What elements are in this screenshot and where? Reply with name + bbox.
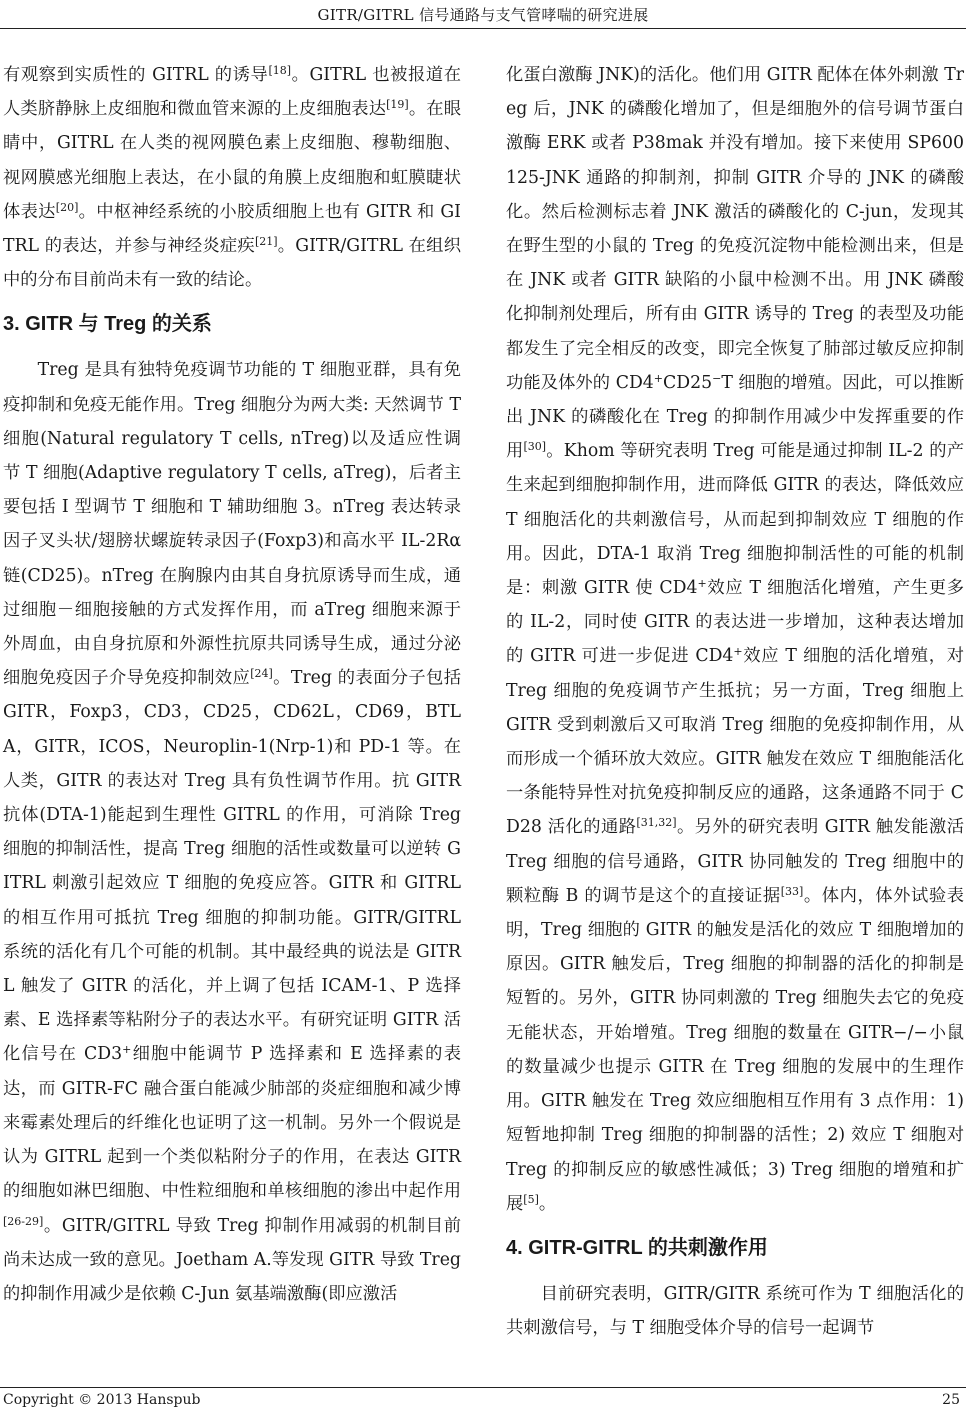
citation-ref: [33] (780, 884, 804, 898)
text-run: 。GITRL 也被报道在人类脐静脉上皮细胞和微血管来源的上皮细胞表达 (3, 65, 462, 120)
running-header: GITR/GITRL 信号通路与支气管哮喘的研究进展 (317, 6, 649, 24)
superscript: + (733, 645, 743, 659)
text-run: 目前研究表明，GITR/GITR 系统可作为 T 细胞活化的共刺激信号，与 T 细胞受体介导的信号一起调节 (506, 1283, 964, 1339)
copyright-notice: Copyright © 2013 Hanspub (3, 1392, 201, 1408)
text-run: 。在眼睛中，GITRL 在人类的视网膜色素上皮细胞、穆勒细胞、视网膜感光细胞上表达，在小鼠的角膜上皮细胞和虹膜睫状体表达 (3, 99, 461, 222)
paragraph-costimulation (506, 1277, 964, 1345)
text-run: T 细胞的增殖。因此，可以推断出 JNK 的磷酸化在 Treg 的抑制作用减少中发挥重要的作用 (506, 372, 964, 462)
text-run: CD25 (663, 372, 713, 393)
paragraph-gitrl-distribution (3, 58, 461, 297)
superscript: + (697, 577, 707, 591)
text-run: 效应 T 细胞的活化增殖，对 Treg 细胞的免疫调节产生抵抗；另一方面，Treg 细胞上 GITR 受到刺激后又可取消 Treg 细胞的免疫抑制作用，从而形成一个循环放大效应。GITR 触发在效应 T 细胞能活化一条能特异性对抗免疫抑制反应的通路，这条通路不同于 CD28 活化的通路 (506, 646, 964, 838)
text-run: 。体内，体外试验表明，Treg 细胞的 GITR 的触发是活化的效应 T 细胞增加的原因。GITR 触发后，Treg 细胞的抑制器的活化的抑制是短暂的。另外，GITR 协同刺激的 Treg 细胞失去它的免疫无能状态，开始增殖。Treg 细胞的数量在 GITR−/−小鼠的数量减少也提示 GITR 在 Treg 细胞的发展中的生理作用。GITR 触发在 Treg 效应细胞相互作用有 3 点作用：1) 短暂地抑制 Treg 细胞的抑制器的活性；2) 效应 T 细胞对 Treg 的抑制反应的敏感性减低；3) Treg 细胞的增殖和扩展 (506, 885, 964, 1214)
section-heading-3: 3. GITR 与 Treg 的关系 (3, 313, 212, 336)
text-run: 。另外的研究表明 GITR 触发能激活 Treg 细胞的信号通路，GITR 协同触发的 Treg 细胞中的颗粒酶 B 的调节是这个的直接证据 (506, 817, 964, 906)
citation-ref: [21] (254, 235, 278, 249)
footer-rule (0, 1387, 966, 1388)
superscript: − (712, 371, 722, 385)
citation-ref: [31,32] (636, 816, 677, 830)
citation-ref: [24] (250, 667, 273, 681)
superscript: + (122, 1043, 132, 1057)
citation-ref: [18] (268, 64, 292, 77)
paragraph-jnk-mechanism (506, 58, 964, 1221)
citation-ref: [5] (523, 1192, 539, 1206)
section-heading-4: 4. GITR-GITRL 的共刺激作用 (506, 1236, 768, 1259)
text-run: 细胞中能调节 P 选择素和 E 选择素的表达，而 GITR-FC 融合蛋白能减少肺部的炎症细胞和减少博来霉素处理后的纤维化也证明了这一机制。另外一个假说是认为 GITRL 起到一个类似粘附分子的作用，在表达 GITR 的细胞如淋巴细胞、中性粒细胞和单核细胞的渗出中起作用 (3, 1044, 461, 1202)
header-rule (0, 28, 966, 29)
text-run: 。中枢神经系统的小胶质细胞上也有 GITR 和 GITRL 的表达，并参与神经炎症疾 (3, 201, 461, 257)
left-column (3, 58, 461, 1311)
right-column (506, 58, 964, 1345)
text-run: 。Khom 等研究表明 Treg 可能是通过抑制 IL-2 的产生来起到细胞抑制作用，进而降低 GITR 的表达，降低效应 T 细胞活化的共刺激信号，从而起到抑制效应 T 细胞的作用。因此，DTA-1 取消 Treg 细胞抑制活性的可能的机制是：刺激 GITR 使 CD4 (506, 441, 964, 599)
text-run: Treg 是具有独特免疫调节功能的 T 细胞亚群，具有免疫抑制和免疫无能作用。Treg 细胞分为两大类: 天然调节 T 细胞(Natural regulatory T cells, nTreg)以及适应性调节 T 细胞(Adaptive regulatory T cells, aTreg)，后者主要包括 I 型调节 T 细胞和 T 辅助细胞 3。nTreg 表达转录因子叉头状/翅膀状螺旋转录因子(Foxp3)和高水平 IL-2Rα 链(CD25)。nTreg 在胸腺内由其自身抗原诱导而生成，通过细胞－细胞接触的方式发挥作用，而 aTreg 细胞来源于外周血，由自身抗原和外源性抗原共同诱导生成，通过分泌细胞免疫因子介导免疫抑制效应 (3, 360, 461, 689)
text-run: 。 (538, 1193, 557, 1214)
text-run: 。Treg 的表面分子包括 GITR，Foxp3，CD3，CD25，CD62L，CD69，BTLA，GITR，ICOS，Neuroplin-1(Nrp-1)和 PD-1 等。在人类，GITR 的表达对 Treg 具有负性调节作用。抗 GITR 抗体(DTA-1)能起到生理性 GITRL 的作用，可消除 Treg 细胞的抑制活性，提高 Treg 细胞的活性或数量可以逆转 GITRL 刺激引起效应 T 细胞的免疫应答。GITR 和 GITRL 的相互作用可抵抗 Treg 细胞的抑制功能。GITR/GITRL 系统的活化有几个可能的机制。其中最经典的说法是 GITRL 触发了 GITR 的活化，并上调了包括 ICAM-1、P 选择素、E 选择素等粘附分子的表达水平。有研究证明 GITR 活化信号在 CD3 (3, 668, 461, 1065)
paragraph-treg-relation (3, 353, 461, 1311)
text-run: 化蛋白激酶 JNK)的活化。他们用 GITR 配体在体外刺激 Treg 后，JNK 的磷酸化增加了，但是细胞外的信号调节蛋白激酶 ERK 或者 P38mak 并没有增加。接下来使用 SP600125-JNK 通路的抑制剂，抑制 GITR 介导的 JNK 的磷酸化。然后检测标志着 JNK 激活的磷酸化的 C-jun，发现其在野生型的小鼠的 Treg 的免疫沉淀物中能检测出来，但是在 JNK 或者 GITR 缺陷的小鼠中检测不出。用 JNK 磷酸化抑制剂处理后，所有由 GITR 诱导的 Treg 的表型及功能都发生了完全相反的改变，即完全恢复了肺部过敏反应抑制功能及体外的 CD4 (506, 65, 964, 393)
citation-ref: [20] (55, 200, 79, 214)
text-run: 有观察到实质性的 GITRL 的诱导 (3, 65, 269, 85)
page-number: 25 (942, 1392, 960, 1408)
superscript: + (653, 371, 664, 385)
text-run: 。GITR/GITRL 在组织中的分布目前尚未有一致的结论。 (3, 236, 461, 291)
citation-ref: [30] (523, 440, 547, 454)
citation-ref: [26-29] (3, 1214, 44, 1228)
citation-ref: [19] (386, 98, 409, 112)
text-run: 。GITR/GITRL 导致 Treg 抑制作用减弱的机制目前尚未达成一致的意见。Joetham A.等发现 GITR 导致 Treg 的抑制作用减少是依赖 C-Jun 氨基端激酶(即应激活 (3, 1215, 461, 1304)
text-run: 效应 T 细胞活化增殖，产生更多的 IL-2，同时使 GITR 的表达进一步增加，这种表达增加的 GITR 可进一步促进 CD4 (506, 578, 964, 667)
